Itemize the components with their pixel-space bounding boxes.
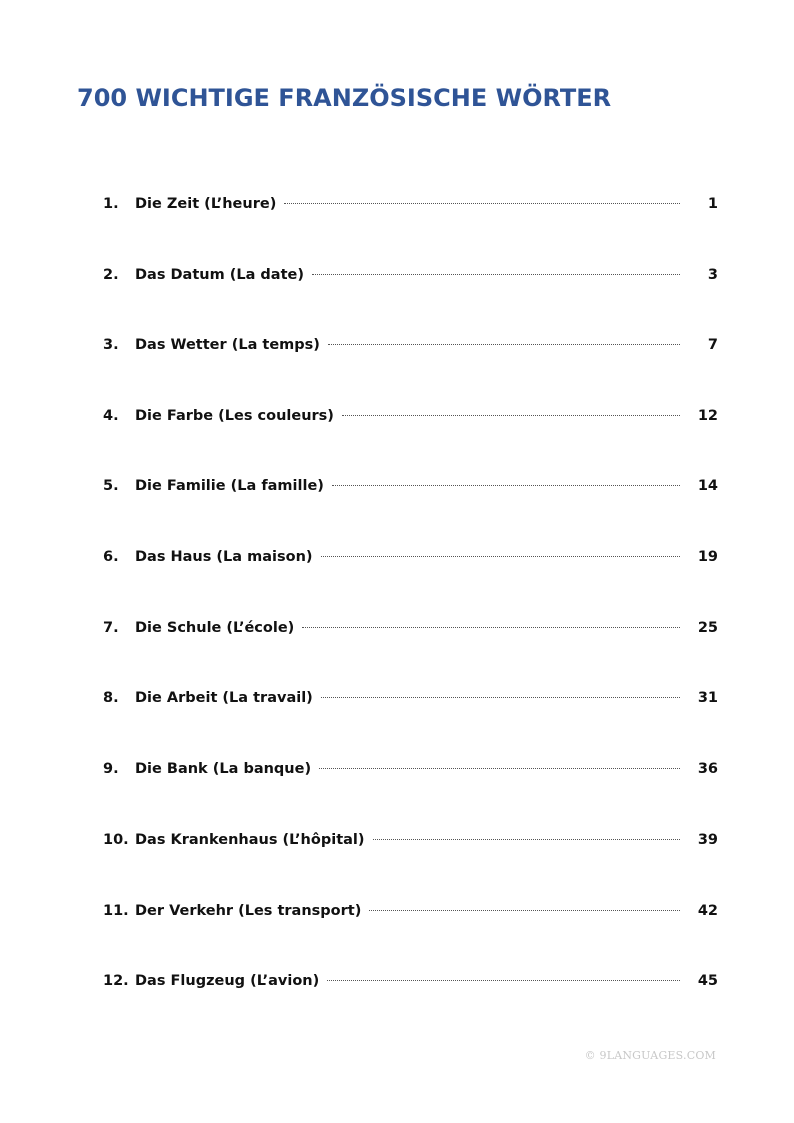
toc-entry[interactable] xyxy=(103,829,718,851)
dot-leader xyxy=(312,273,680,275)
toc-entry-number: 1. xyxy=(103,196,119,212)
toc-entry-page: 45 xyxy=(697,973,718,989)
toc-entry-label: Die Arbeit (La travail) xyxy=(135,690,313,706)
document-title: 700 WICHTIGE FRANZÖSISCHE WÖRTER xyxy=(77,84,612,112)
toc-entry-page: 7 xyxy=(707,337,718,353)
dot-leader xyxy=(369,909,680,911)
toc-entry-label: Das Flugzeug (L’avion) xyxy=(135,973,320,989)
toc-entry[interactable] xyxy=(103,617,718,639)
toc-entry-number: 3. xyxy=(103,337,119,353)
dot-leader xyxy=(328,343,680,345)
dot-leader xyxy=(332,484,680,486)
dot-leader xyxy=(284,202,680,204)
toc-entry-label: Das Wetter (La temps) xyxy=(135,337,320,353)
toc-entry-number: 2. xyxy=(103,267,119,283)
toc-entry-page: 1 xyxy=(707,196,718,212)
toc-entry-page: 42 xyxy=(697,903,718,919)
toc-entry[interactable] xyxy=(103,475,718,497)
toc-entry-page: 12 xyxy=(697,408,718,424)
dot-leader xyxy=(373,838,680,840)
dot-leader xyxy=(321,696,680,698)
toc-entry-label: Die Zeit (L’heure) xyxy=(135,196,277,212)
toc-entry-number: 11. xyxy=(103,903,129,919)
toc-entry[interactable] xyxy=(103,193,718,215)
toc-entry-page: 19 xyxy=(697,549,718,565)
toc-entry-number: 6. xyxy=(103,549,119,565)
dot-leader xyxy=(319,767,680,769)
toc-entry[interactable] xyxy=(103,970,718,992)
toc-entry[interactable] xyxy=(103,405,718,427)
toc-entry-page: 36 xyxy=(697,761,718,777)
toc-entry-number: 9. xyxy=(103,761,119,777)
toc-entry-label: Die Bank (La banque) xyxy=(135,761,312,777)
toc-entry-label: Das Datum (La date) xyxy=(135,267,304,283)
toc-entry[interactable] xyxy=(103,687,718,709)
toc-entry[interactable] xyxy=(103,758,718,780)
toc-entry-number: 12. xyxy=(103,973,129,989)
toc-entry-number: 8. xyxy=(103,690,119,706)
toc-entry-number: 7. xyxy=(103,620,119,636)
toc-entry-number: 4. xyxy=(103,408,119,424)
toc-entry-label: Die Farbe (Les couleurs) xyxy=(135,408,334,424)
dot-leader xyxy=(321,555,680,557)
toc-entry-page: 3 xyxy=(707,267,718,283)
toc-entry-label: Der Verkehr (Les transport) xyxy=(135,903,362,919)
toc-entry-page: 31 xyxy=(697,690,718,706)
toc-entry[interactable] xyxy=(103,900,718,922)
dot-leader xyxy=(302,626,680,628)
toc-entry[interactable] xyxy=(103,264,718,286)
toc-entry[interactable] xyxy=(103,546,718,568)
copyright-watermark: © 9LANGUAGES.COM xyxy=(584,1049,716,1062)
toc-entry-label: Das Krankenhaus (L’hôpital) xyxy=(135,832,365,848)
toc-entry-page: 14 xyxy=(697,478,718,494)
toc-entry-page: 25 xyxy=(697,620,718,636)
dot-leader xyxy=(327,979,680,981)
toc-entry-number: 5. xyxy=(103,478,119,494)
toc-entry-number: 10. xyxy=(103,832,129,848)
toc-entry[interactable] xyxy=(103,334,718,356)
toc-entry-page: 39 xyxy=(697,832,718,848)
toc-entry-label: Die Schule (L’école) xyxy=(135,620,295,636)
toc-entry-label: Die Familie (La famille) xyxy=(135,478,324,494)
toc-entry-label: Das Haus (La maison) xyxy=(135,549,313,565)
dot-leader xyxy=(342,414,680,416)
